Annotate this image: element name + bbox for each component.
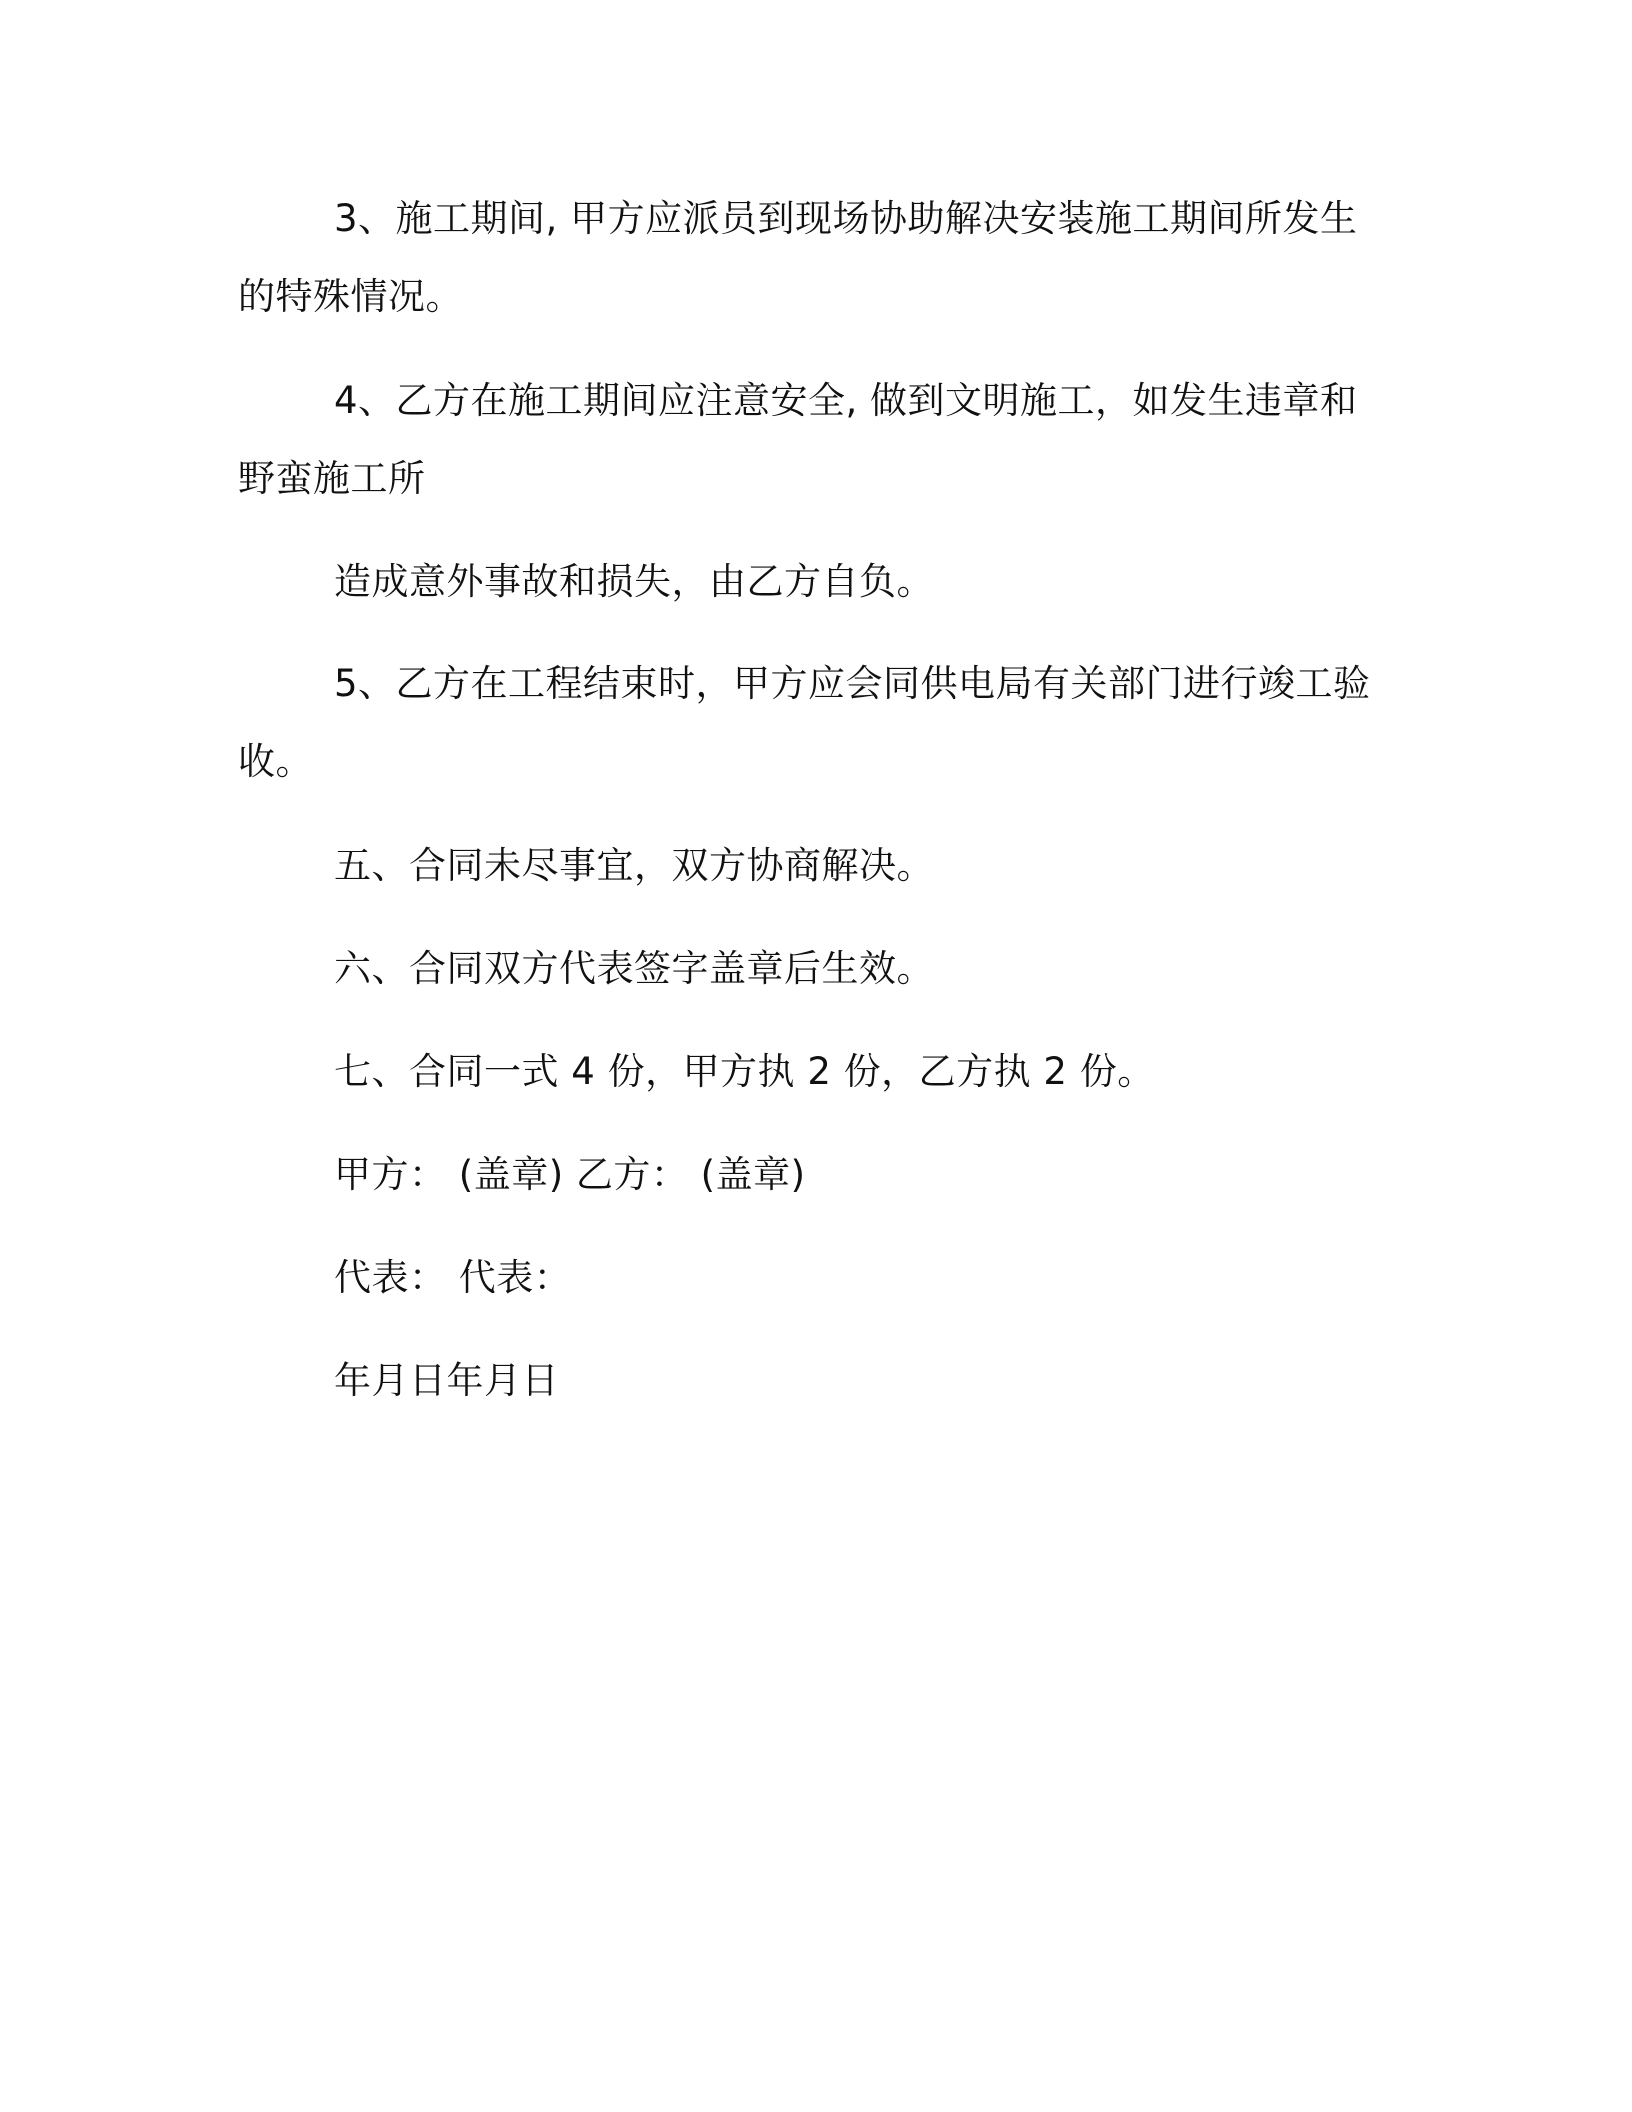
representative-line: 代表： 代表： bbox=[334, 1256, 572, 1299]
date-line: 年月日年月日 bbox=[334, 1359, 559, 1402]
clause-3-paragraph: 3、施工期间, 甲方应派员到现场协助解决安装施工期间所发生的特殊情况。 bbox=[238, 197, 1358, 318]
clause-4-continuation: 造成意外事故和损失，由乙方自负。 bbox=[334, 560, 934, 603]
clause-5-paragraph: 5、乙方在工程结束时，甲方应会同供电局有关部门进行竣工验收。 bbox=[238, 662, 1371, 783]
clause-4-paragraph: 4、乙方在施工期间应注意安全, 做到文明施工，如发生违章和野蛮施工所 bbox=[238, 379, 1358, 500]
article-5-paragraph: 五、合同未尽事宜，双方协商解决。 bbox=[334, 844, 934, 887]
article-7-paragraph: 七、合同一式 4 份，甲方执 2 份，乙方执 2 份。 bbox=[334, 1050, 1155, 1093]
seal-line: 甲方： (盖章) 乙方： (盖章) bbox=[334, 1153, 806, 1196]
article-6-paragraph: 六、合同双方代表签字盖章后生效。 bbox=[334, 947, 934, 990]
